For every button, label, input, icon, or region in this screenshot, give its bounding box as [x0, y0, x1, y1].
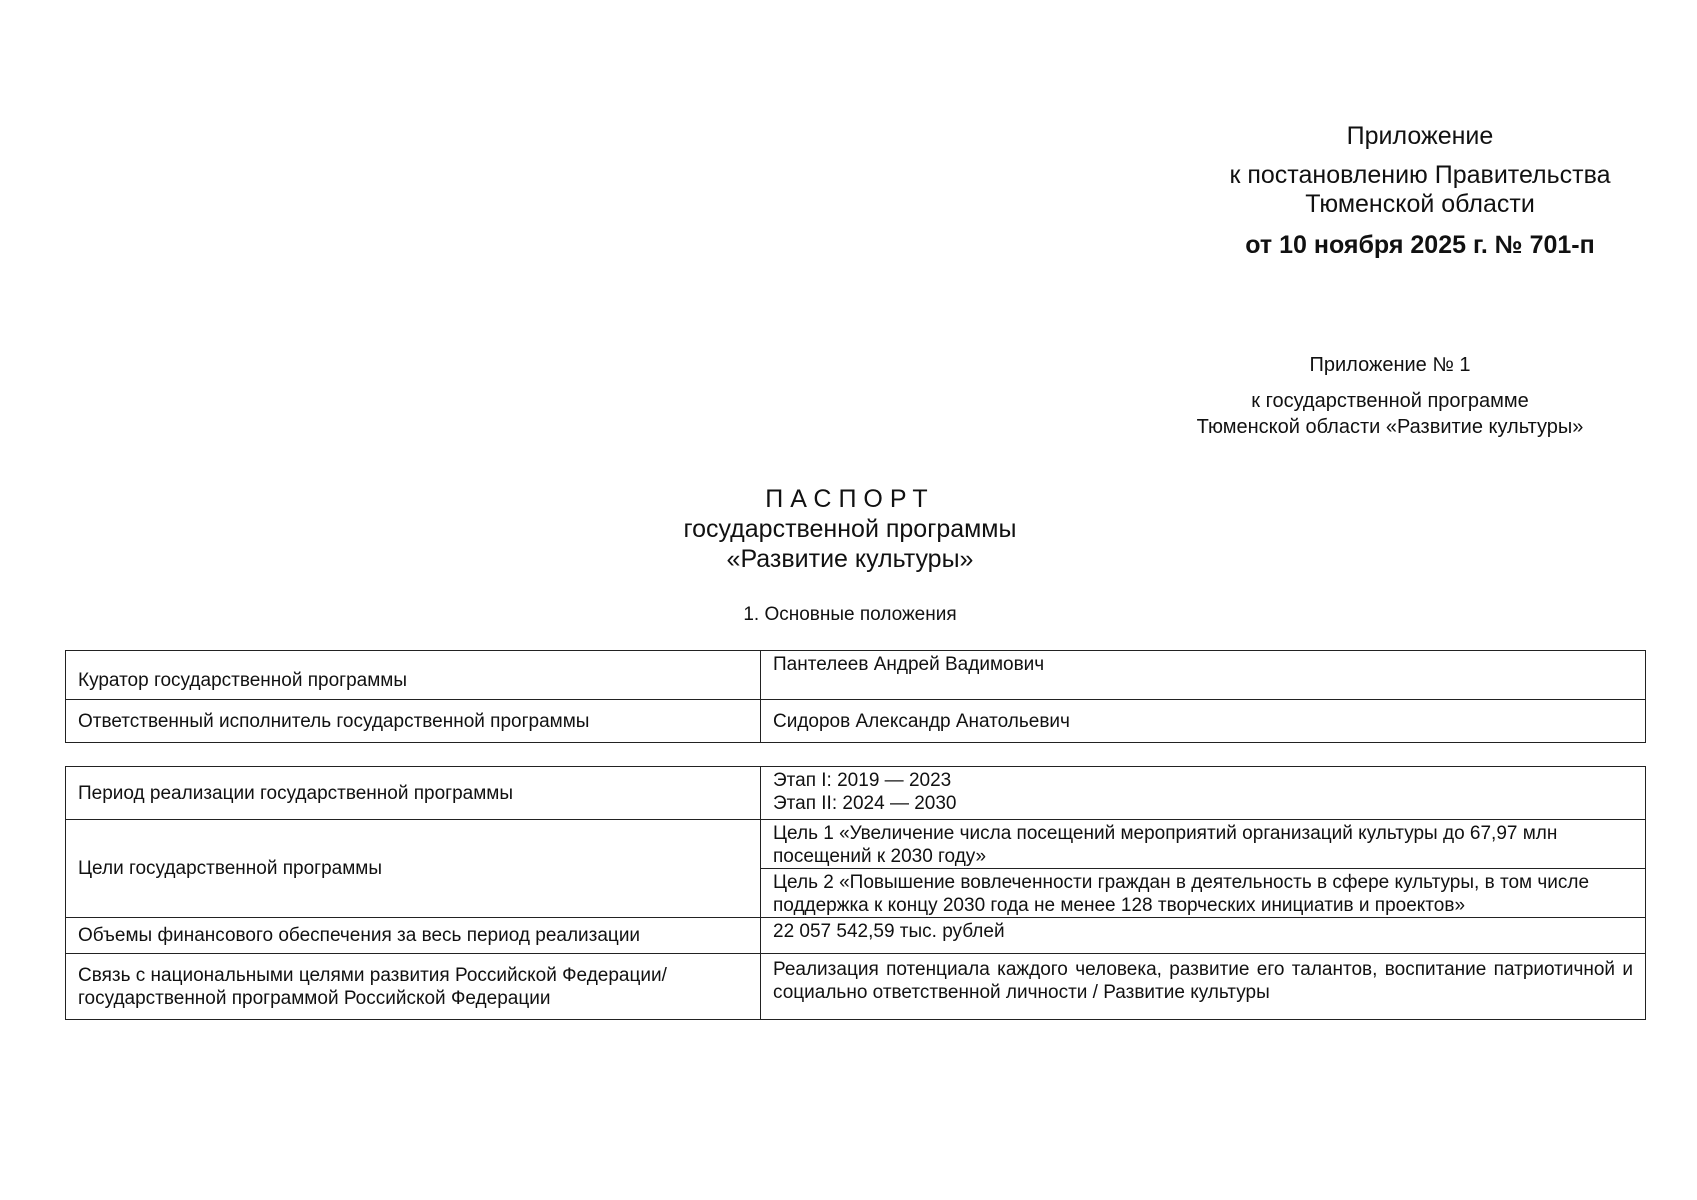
curator-value: Пантелеев Андрей Вадимович — [761, 651, 1646, 700]
executor-label: Ответственный исполнитель государственной программы — [66, 700, 761, 743]
document-title — [400, 484, 1300, 574]
program-line1: к государственной программе — [1251, 390, 1529, 412]
table-row — [66, 918, 1646, 954]
executor-value: Сидоров Александр Анатольевич — [761, 700, 1646, 743]
national-goals-label-line1: Связь с национальными целями развития Российской Федерации/ — [78, 964, 667, 986]
passport-table-details — [65, 766, 1646, 1020]
section-heading: 1. Основные положения — [743, 604, 957, 625]
curator-label: Куратор государственной программы — [66, 651, 761, 700]
appendix-number: Приложение № 1 — [1309, 354, 1471, 376]
table-row — [66, 820, 1646, 869]
goal2-value: Цель 2 «Повышение вовлеченности граждан в деятельность в сфере культуры, в том числе поддержка к концу 2030 года не менее 128 творческих инициатив и проектов» — [761, 869, 1646, 918]
national-goals-label — [66, 954, 761, 1020]
goal1-value: Цель 1 «Увеличение числа посещений мероприятий организаций культуры до 67,97 млн посещений к 2030 году» — [761, 820, 1646, 869]
program-line2: Тюменской области «Развитие культуры» — [1196, 416, 1584, 438]
appendix-title: Приложение — [1346, 122, 1494, 150]
appendix-to-line1: к постановлению Правительства — [1229, 161, 1611, 189]
table-row — [66, 767, 1646, 820]
period-stage1: Этап I: 2019 — 2023 — [773, 770, 952, 791]
goals-label: Цели государственной программы — [66, 820, 761, 918]
period-stage2: Этап II: 2024 — 2030 — [773, 793, 957, 814]
period-value — [761, 767, 1646, 820]
appendix-subheader — [1165, 352, 1615, 440]
appendix-date: от 10 ноября 2025 г. № 701-п — [1245, 231, 1595, 259]
period-label: Период реализации государственной программы — [66, 767, 761, 820]
appendix-to-line2: Тюменской области — [1305, 190, 1535, 218]
title-line3: «Развитие культуры» — [726, 545, 974, 573]
title-line2: государственной программы — [683, 515, 1017, 543]
table-row — [66, 954, 1646, 1020]
national-goals-label-line2: государственной программой Российской Федерации — [78, 987, 551, 1009]
table-row — [66, 651, 1646, 700]
table-row — [66, 700, 1646, 743]
funding-label: Объемы финансового обеспечения за весь период реализации — [66, 918, 761, 954]
title-word: ПАСПОРТ — [765, 485, 935, 513]
funding-value: 22 057 542,59 тыс. рублей — [761, 918, 1646, 954]
appendix-header — [1200, 122, 1640, 260]
passport-table-main — [65, 650, 1646, 743]
national-goals-value: Реализация потенциала каждого человека, развитие его талантов, воспитание патриотичной и социально ответственной личности / Развитие культуры — [761, 954, 1646, 1020]
